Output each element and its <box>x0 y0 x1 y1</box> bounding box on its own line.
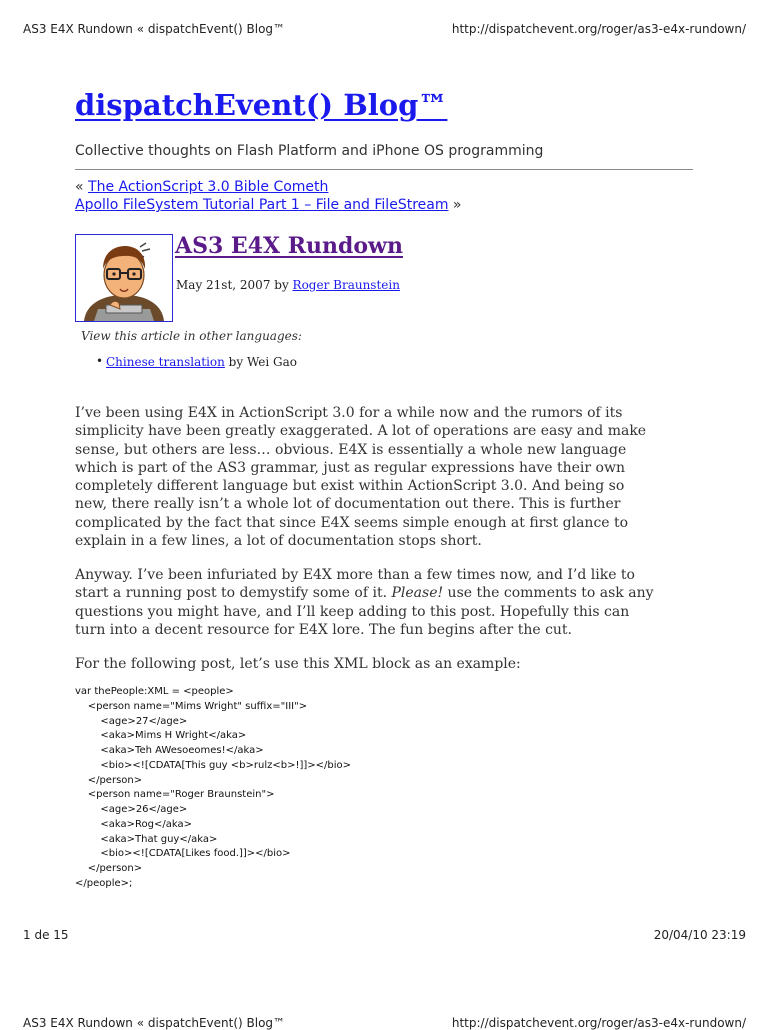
paragraph-line: which is part of the AS3 grammar, just as regular expressions have their own <box>75 459 625 476</box>
post-date: May 21st, 2007 by <box>176 278 293 292</box>
author-avatar <box>75 234 173 322</box>
blog-tagline: Collective thoughts on Flash Platform and iPhone OS programming <box>75 143 544 159</box>
code-line: <aka>That guy</aka> <box>75 833 218 845</box>
example-intro-paragraph <box>75 655 700 673</box>
author-link[interactable]: Roger Braunstein <box>292 278 400 292</box>
paragraph-line: simplicity have been greatly exaggerated. A lot of operations are easy and make <box>75 423 647 440</box>
nav-next-post <box>75 197 461 213</box>
code-line: <person name="Roger Braunstein"> <box>75 789 275 801</box>
paragraph-line <box>75 584 700 602</box>
code-line: <age>26</age> <box>75 804 188 815</box>
paragraph-line: new, there really isn’t a whole lot of documentation out there. This is further <box>75 496 621 513</box>
paragraph-line: For the following post, let’s use this XML block as an example: <box>75 656 521 672</box>
code-line: <bio><![CDATA[Likes food.]]></bio> <box>75 848 291 860</box>
print-header-title: AS3 E4X Rundown « dispatchEvent() Blog™ <box>23 22 286 36</box>
paragraph-line: turn into a decent resource for E4X lore. The fun begins after the cut. <box>75 621 573 638</box>
paragraph-line: complicated by the fact that since E4X seems simple enough at first glance to <box>75 514 629 531</box>
code-line: </people>; <box>75 877 133 889</box>
code-line: </person> <box>75 774 143 786</box>
blog-title-link[interactable]: dispatchEvent() Blog™ <box>75 88 448 122</box>
post-meta <box>176 278 400 292</box>
code-line: var thePeople:XML = <people> <box>75 686 234 697</box>
translation-list-item <box>96 354 298 369</box>
xml-code-block <box>75 685 351 892</box>
code-line: </person> <box>75 863 143 874</box>
code-line: <person name="Mims Wright" suffix="III"> <box>75 700 308 712</box>
bullet-icon: • <box>96 354 104 368</box>
code-line: <age>27</age> <box>75 715 188 727</box>
header-divider <box>75 169 693 170</box>
intro-paragraph <box>75 404 700 550</box>
nav-previous-post <box>75 179 328 195</box>
chinese-translation-link[interactable]: Chinese translation <box>106 355 225 369</box>
paragraph-line: I’ve been using E4X in ActionScript 3.0 for a while now and the rumors of its <box>75 405 623 421</box>
next-post-link[interactable]: Apollo FileSystem Tutorial Part 1 – File and FileStream <box>75 197 449 213</box>
next-page-header-url: http://dispatchevent.org/roger/as3-e4x-rundown/ <box>451 1016 746 1030</box>
print-timestamp: 20/04/10 23:19 <box>653 928 746 942</box>
paragraph-line: questions you might have, and I’ll keep adding to this post. Hopefully this can <box>75 603 630 620</box>
paragraph-line: Anyway. I’ve been infuriated by E4X more than a few times now, and I’d like to <box>75 567 635 583</box>
paragraph-line: sense, but others are less… obvious. E4X is essentially a whole new language <box>75 441 627 458</box>
other-languages-label: View this article in other languages: <box>81 329 302 343</box>
code-line: <aka>Mims H Wright</aka> <box>75 730 247 742</box>
code-line: <aka>Rog</aka> <box>75 818 193 830</box>
paragraph-text: start a running post to demystify some of it. <box>75 585 392 602</box>
code-line: <bio><![CDATA[This guy <b>rulz<b>!]]></bio> <box>75 759 352 771</box>
emphasis-please: Please! <box>391 585 444 602</box>
paragraph-line: completely different language but exist within ActionScript 3.0. And being so <box>75 478 625 495</box>
nav-next-arrow: » <box>448 197 462 213</box>
print-page-number: 1 de 15 <box>23 928 69 942</box>
post-title-link[interactable]: AS3 E4X Rundown <box>175 233 403 259</box>
nav-prev-arrow: « <box>75 179 89 195</box>
print-header-url: http://dispatchevent.org/roger/as3-e4x-rundown/ <box>451 22 746 36</box>
next-page-header-title: AS3 E4X Rundown « dispatchEvent() Blog™ <box>23 1016 286 1030</box>
code-line: <aka>Teh AWesoeomes!</aka> <box>75 745 264 756</box>
paragraph-text: use the comments to ask any <box>443 585 654 602</box>
avatar-illustration-icon <box>76 235 172 321</box>
translation-credit: by Wei Gao <box>224 355 298 369</box>
prev-post-link[interactable]: The ActionScript 3.0 Bible Cometh <box>88 179 329 195</box>
paragraph-line: explain in a few lines, a lot of documentation stops short. <box>75 533 482 550</box>
second-paragraph <box>75 566 700 639</box>
